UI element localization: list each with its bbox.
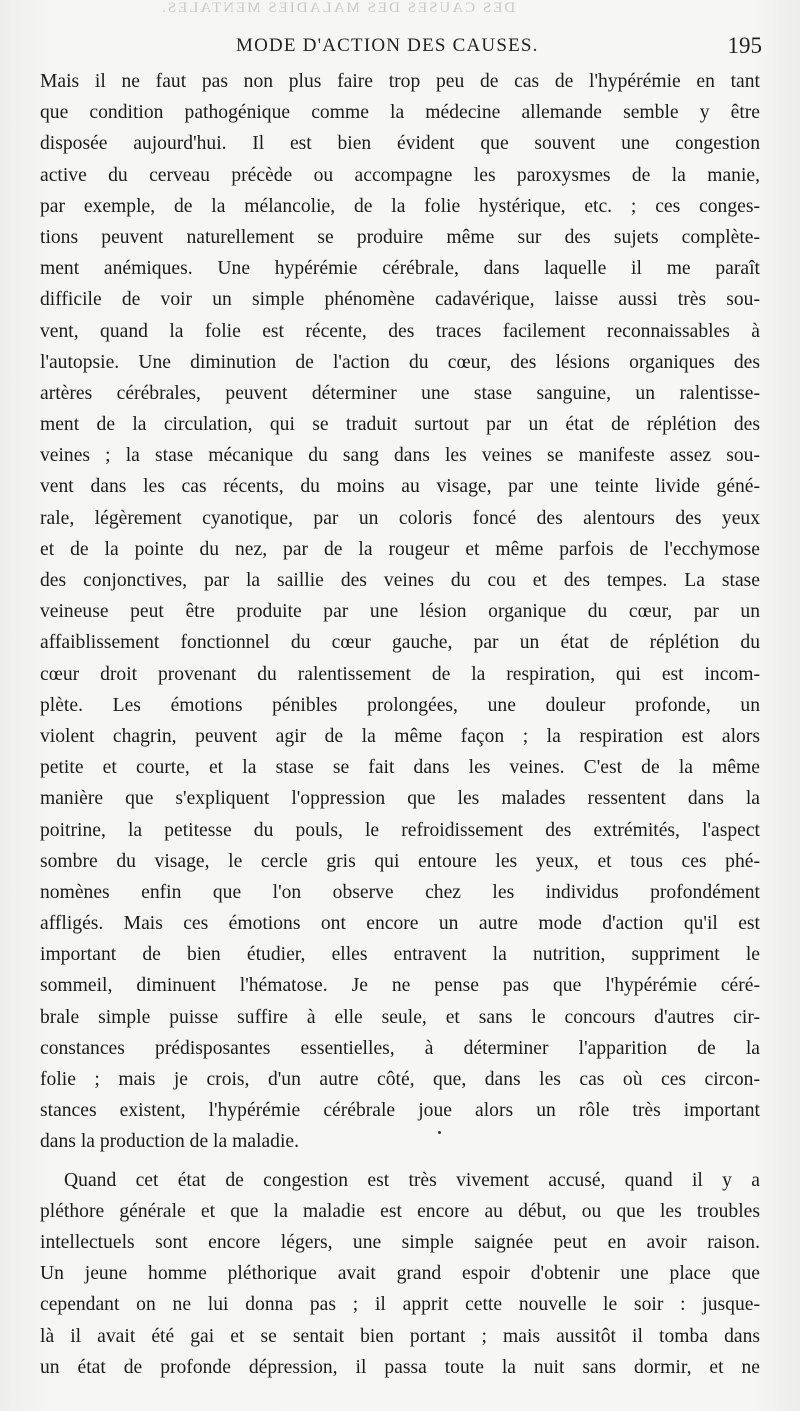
text-line: important de bien étudier, elles entravent la nutrition, suppriment le	[40, 944, 760, 966]
text-line: veines ; la stase mécanique du sang dans les veines se manifeste assez sou-	[40, 445, 760, 467]
text-line: violent chagrin, peuvent agir de la même façon ; la respiration est alors	[40, 725, 760, 747]
text-line: folie ; mais je crois, d'un autre côté, que, dans les cas où ces circon-	[40, 1069, 760, 1090]
text-line: par exemple, de la mélancolie, de la folie hystérique, etc. ; ces conges-	[40, 195, 760, 217]
text-line: des conjonctives, par la saillie des veines du cou et des tempes. La stase	[40, 570, 760, 591]
text-line: l'autopsie. Une diminution de l'action du cœur, des lésions organiques des	[40, 351, 760, 373]
text-line: sommeil, diminuent l'hématose. Je ne pense pas que l'hypérémie céré-	[40, 975, 760, 997]
text-line: nomènes enfin que l'on observe chez les individus profondément	[40, 881, 760, 903]
text-line: veineuse peut être produite par une lésion organique du cœur, par un	[40, 601, 760, 623]
paragraph-2	[40, 1165, 760, 1383]
paragraph-gap	[40, 1158, 760, 1165]
text-line: affligés. Mais ces émotions ont encore un autre mode d'action qu'il est	[40, 913, 760, 935]
bleed-through-heading: DES CAUSES DES MALADIES MENTALES.	[160, 0, 516, 16]
text-line: dans la production de la maladie.	[40, 1131, 299, 1153]
text-line: disposée aujourd'hui. Il est bien évident que souvent une congestion	[40, 133, 760, 155]
text-line: Quand cet état de congestion est très vivement accusé, quand il y a	[64, 1169, 760, 1191]
text-line: plète. Les émotions pénibles prolongées, une douleur profonde, un	[40, 694, 760, 716]
ink-speck	[438, 1131, 441, 1134]
page-number: 195	[727, 33, 762, 58]
text-line: Un jeune homme pléthorique avait grand espoir d'obtenir une place que	[40, 1263, 760, 1285]
text-line: et de la pointe du nez, par de la rougeur et même parfois de l'ecchymose	[40, 538, 760, 560]
running-head: MODE D'ACTION DES CAUSES.	[236, 35, 539, 56]
bleed-through-text	[0, 0, 800, 24]
text-line: stances existent, l'hypérémie cérébrale joue alors un rôle très important	[40, 1100, 760, 1122]
text-line: petite et courte, et la stase se fait dans les veines. C'est de la même	[40, 757, 760, 779]
text-line: brale simple puisse suffire à elle seule, et sans le concours d'autres cir-	[40, 1006, 760, 1028]
text-line: sombre du visage, le cercle gris qui entoure les yeux, et tous ces phé-	[40, 850, 760, 872]
text-line: que condition pathogénique comme la médecine allemande semble y être	[40, 102, 760, 124]
text-line: affaiblissement fonctionnel du cœur gauche, par un état de réplétion du	[40, 632, 760, 654]
text-line: cependant on ne lui donna pas ; il apprit cette nouvelle le soir : jusque-	[40, 1294, 760, 1316]
text-line: ment de la circulation, qui se traduit surtout par un état de réplétion des	[40, 414, 760, 436]
text-line: là il avait été gai et se sentait bien portant ; mais aussitôt il tomba dans	[40, 1325, 760, 1347]
text-line: intellectuels sont encore légers, une simple saignée peut en avoir raison.	[40, 1231, 760, 1253]
text-line: constances prédisposantes essentielles, à déterminer l'apparition de la	[40, 1037, 760, 1059]
text-line: cœur droit provenant du ralentissement de la respiration, qui est incom-	[40, 663, 760, 685]
text-line: tions peuvent naturellement se produire même sur des sujets complète-	[40, 226, 760, 248]
text-line: artères cérébrales, peuvent déterminer une stase sanguine, un ralentisse-	[40, 382, 760, 404]
text-line: poitrine, la petitesse du pouls, le refroidissement des extrémités, l'aspect	[40, 819, 760, 841]
text-line: vent, quand la folie est récente, des traces facilement reconnaissables à	[40, 320, 760, 342]
text-line: difficile de voir un simple phénomène cadavérique, laisse aussi très sou-	[40, 289, 760, 311]
text-line: pléthore générale et que la maladie est encore au début, ou que les troubles	[40, 1200, 760, 1222]
body-text	[40, 66, 760, 1383]
paragraph-1	[40, 66, 760, 1158]
text-line: ment anémiques. Une hypérémie cérébrale, dans laquelle il me paraît	[40, 258, 760, 280]
text-line: manière que s'expliquent l'oppression que les malades ressentent dans la	[40, 788, 760, 810]
text-line: vent dans les cas récents, du moins au visage, par une teinte livide géné-	[40, 476, 760, 498]
text-line: Mais il ne faut pas non plus faire trop peu de cas de l'hypérémie en tant	[40, 71, 760, 92]
text-line: active du cerveau précède ou accompagne les paroxysmes de la manie,	[40, 164, 760, 186]
text-line: rale, légèrement cyanotique, par un coloris foncé des alentours des yeux	[40, 507, 760, 529]
text-line: un état de profonde dépression, il passa toute la nuit sans dormir, et ne	[40, 1356, 760, 1378]
